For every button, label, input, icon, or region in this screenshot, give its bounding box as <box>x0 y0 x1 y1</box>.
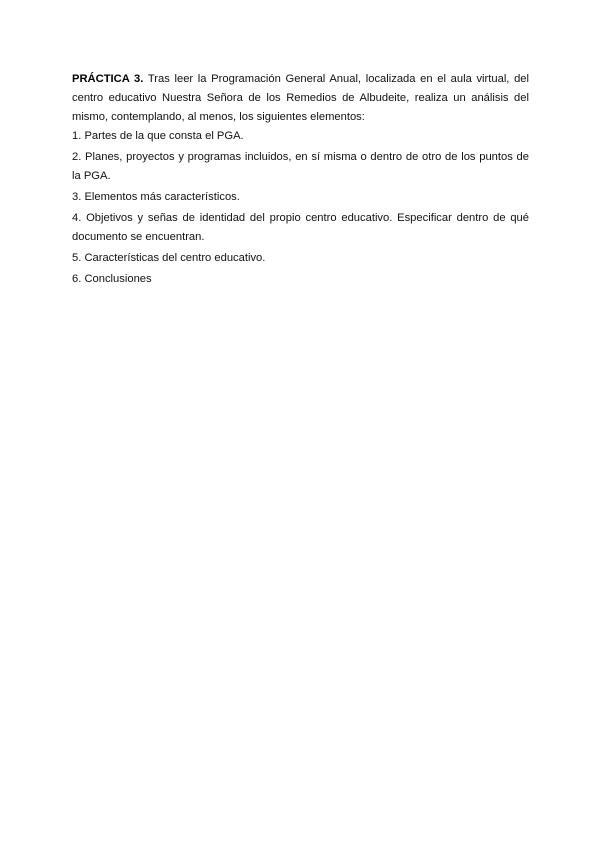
intro-paragraph <box>72 70 529 127</box>
list-item: 1. Partes de la que consta el PGA. <box>72 130 244 142</box>
intro-text: Tras leer la Programación General Anual, localizada en el aula virtual, del centro educativo Nuestra Señora de los Remedios de Albudeite, realiza un análisis del mismo, contemplando, al menos, los siguientes elementos: <box>72 73 530 123</box>
list-item: 5. Características del centro educativo. <box>72 252 266 264</box>
list-item: 6. Conclusiones <box>72 273 152 285</box>
practice-heading: PRÁCTICA 3. <box>72 73 144 85</box>
list-item: 4. Objetivos y señas de identidad del propio centro educativo. Especificar dentro de qué documento se encuentran. <box>72 212 529 243</box>
list-item: 3. Elementos más característicos. <box>72 191 240 203</box>
list-item: 2. Planes, proyectos y programas incluidos, en sí misma o dentro de otro de los puntos de la PGA. <box>72 151 529 182</box>
